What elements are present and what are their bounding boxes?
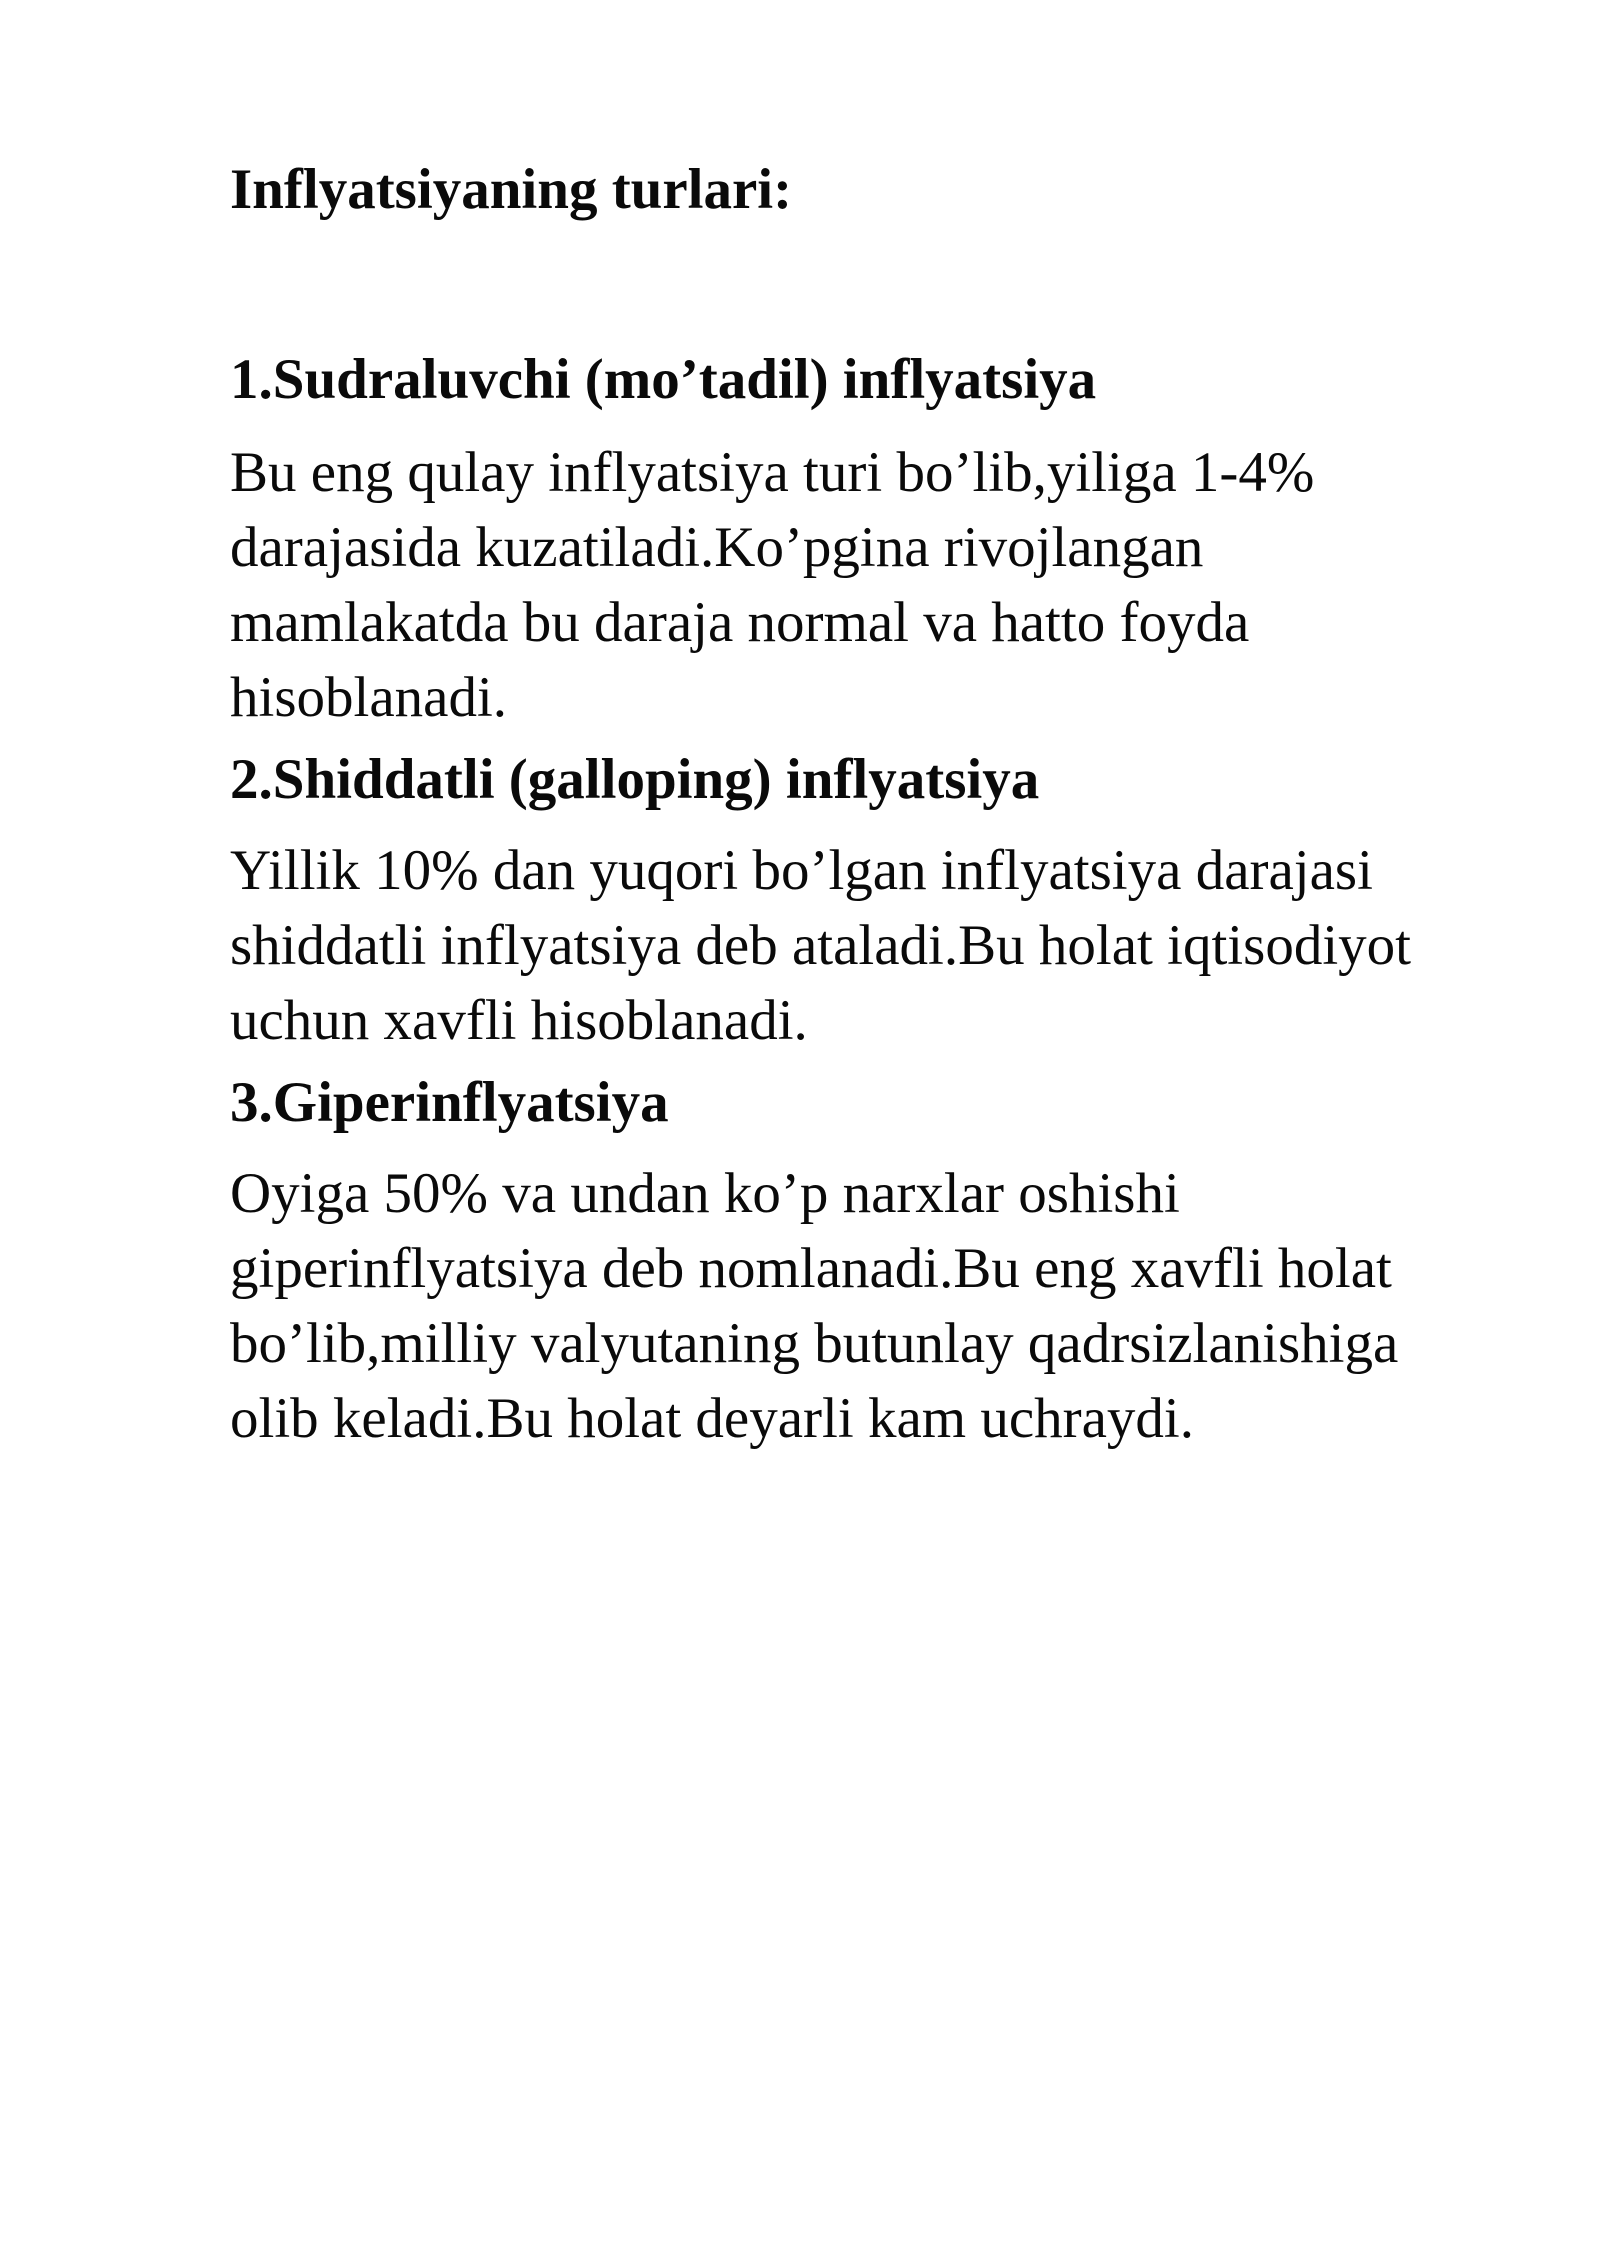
section-heading: 2.Shiddatli (galloping) inflyatsiya xyxy=(230,748,1040,811)
section-heading: 3.Giperinflyatsiya xyxy=(230,1071,669,1134)
section-body: Bu eng qulay inflyatsiya turi bo’lib,yiliga 1-4% darajasida kuzatiladi.Ko’pgina rivojlangan mamlakatda bu daraja normal va hatto foyda hisoblanadi. xyxy=(230,441,1315,729)
document-content xyxy=(230,155,1490,1456)
section-body: Oyiga 50% va undan ko’p narxlar oshishi giperinflyatsiya deb nomlanadi.Bu eng xavfli holat bo’lib,milliy valyutaning butunlay qadrsizlanishiga olib keladi.Bu holat deyarli kam uchraydi. xyxy=(230,1162,1399,1450)
section-galloping-inflation xyxy=(230,745,1490,1058)
section-hyperinflation xyxy=(230,1068,1490,1456)
section-creeping-inflation xyxy=(230,345,1490,735)
section-heading: 1.Sudraluvchi (mo’tadil) inflyatsiya xyxy=(230,348,1097,411)
document-title: Inflyatsiyaning turlari: xyxy=(230,158,793,221)
section-body: Yillik 10% dan yuqori bo’lgan inflyatsiya darajasi shiddatli inflyatsiya deb ataladi.Bu holat iqtisodiyot uchun xavfli hisoblanadi. xyxy=(230,839,1411,1052)
